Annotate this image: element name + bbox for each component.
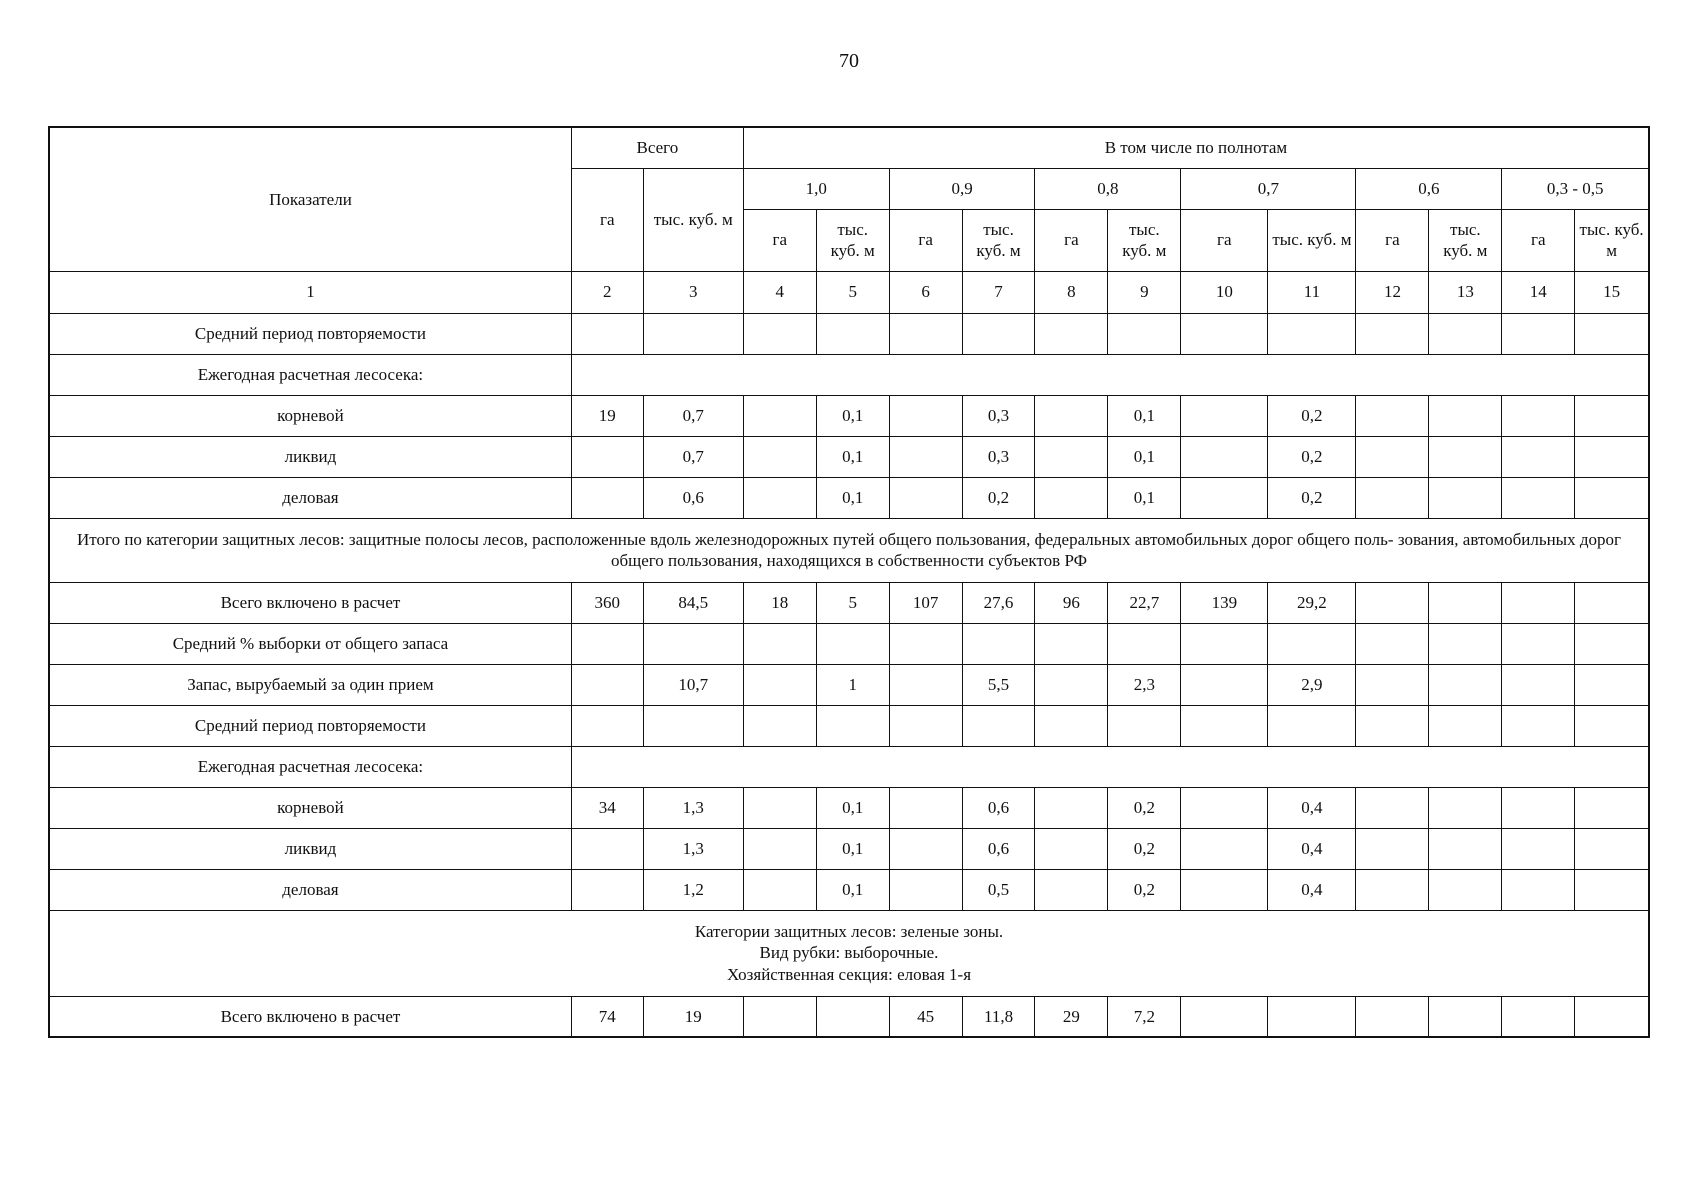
- table-cell: [1356, 313, 1429, 354]
- table-cell: [1502, 623, 1575, 664]
- table-cell: 0,1: [816, 477, 889, 518]
- section-heading-line: Категории защитных лесов: зеленые зоны.: [694, 922, 1004, 942]
- table-cell: [571, 313, 643, 354]
- table-cell: [1429, 582, 1502, 623]
- table-cell: [889, 787, 962, 828]
- forest-data-table: [48, 126, 1650, 1038]
- table-cell: [1502, 869, 1575, 910]
- row-label: Средний период повторяемости: [49, 313, 571, 354]
- table-cell: [743, 996, 816, 1037]
- header-total: Всего: [571, 127, 743, 168]
- table-cell: [1575, 623, 1649, 664]
- table-cell: [1268, 996, 1356, 1037]
- table-cell: 0,3: [962, 395, 1035, 436]
- table-cell: 45: [889, 996, 962, 1037]
- table-cell: [1268, 705, 1356, 746]
- table-cell: [1575, 436, 1649, 477]
- column-number: 5: [816, 271, 889, 313]
- row-label: деловая: [49, 477, 571, 518]
- table-cell: 1,3: [643, 828, 743, 869]
- table-cell: [889, 313, 962, 354]
- table-cell: [1429, 395, 1502, 436]
- table-row: [49, 623, 1649, 664]
- merged-empty-cell: [571, 354, 1649, 395]
- table-cell: 7,2: [1108, 996, 1181, 1037]
- column-number: 12: [1356, 271, 1429, 313]
- column-number: 14: [1502, 271, 1575, 313]
- column-number: 15: [1575, 271, 1649, 313]
- header-incl-by-density: В том числе по полнотам: [743, 127, 1649, 168]
- header-density-0-9: 0,9: [889, 168, 1035, 209]
- table-cell: [1035, 436, 1108, 477]
- header-unit-volume: тыс. куб. м: [962, 209, 1035, 271]
- table-cell: [1356, 582, 1429, 623]
- table-cell: 5,5: [962, 664, 1035, 705]
- table-cell: [1356, 436, 1429, 477]
- table-cell: 0,2: [1108, 869, 1181, 910]
- table-cell: [1429, 869, 1502, 910]
- table-cell: [816, 996, 889, 1037]
- table-cell: [1181, 313, 1268, 354]
- row-label: Ежегодная расчетная лесосека:: [49, 354, 571, 395]
- table-row: [49, 395, 1649, 436]
- table-cell: [1502, 996, 1575, 1037]
- section-heading: [49, 910, 1649, 996]
- table-cell: 0,1: [816, 869, 889, 910]
- table-cell: 0,7: [643, 436, 743, 477]
- table-cell: 0,1: [816, 787, 889, 828]
- table-cell: [1356, 623, 1429, 664]
- table-cell: [743, 705, 816, 746]
- table-cell: [1356, 395, 1429, 436]
- table-cell: [1575, 996, 1649, 1037]
- table-cell: 1,2: [643, 869, 743, 910]
- table-cell: [1356, 705, 1429, 746]
- table-cell: [1575, 705, 1649, 746]
- table-cell: 27,6: [962, 582, 1035, 623]
- table-cell: 0,6: [962, 787, 1035, 828]
- table-cell: [1502, 395, 1575, 436]
- table-cell: [1181, 705, 1268, 746]
- table-cell: 0,2: [1268, 436, 1356, 477]
- header-density-0-7: 0,7: [1181, 168, 1356, 209]
- table-cell: [1268, 313, 1356, 354]
- table-cell: 0,2: [1268, 477, 1356, 518]
- column-number: 2: [571, 271, 643, 313]
- table-cell: [1429, 996, 1502, 1037]
- table-cell: [743, 664, 816, 705]
- table-cell: [1356, 828, 1429, 869]
- table-cell: [1108, 623, 1181, 664]
- table-cell: 0,2: [1108, 828, 1181, 869]
- header-total-volume: тыс. куб. м: [643, 168, 743, 271]
- table-cell: [1035, 477, 1108, 518]
- row-label: Средний % выборки от общего запаса: [49, 623, 571, 664]
- row-label: корневой: [49, 395, 571, 436]
- table-cell: [1181, 787, 1268, 828]
- table-cell: [571, 436, 643, 477]
- table-cell: [1429, 787, 1502, 828]
- table-cell: 0,1: [1108, 395, 1181, 436]
- table-cell: [1502, 436, 1575, 477]
- table-cell: [1502, 313, 1575, 354]
- table-cell: 34: [571, 787, 643, 828]
- table-cell: 84,5: [643, 582, 743, 623]
- table-cell: 19: [571, 395, 643, 436]
- header-unit-volume: тыс. куб. м: [1108, 209, 1181, 271]
- column-number: 1: [49, 271, 571, 313]
- header-density-0-3-0-5: 0,3 - 0,5: [1502, 168, 1649, 209]
- table-row: [49, 828, 1649, 869]
- table-row: [49, 746, 1649, 787]
- table-cell: [889, 623, 962, 664]
- table-cell: [743, 787, 816, 828]
- row-label: деловая: [49, 869, 571, 910]
- table-row: [49, 582, 1649, 623]
- header-unit-volume: тыс. куб. м: [1575, 209, 1649, 271]
- table-cell: 0,1: [816, 436, 889, 477]
- table-cell: [1429, 313, 1502, 354]
- column-number: 8: [1035, 271, 1108, 313]
- table-cell: [1181, 996, 1268, 1037]
- table-cell: [889, 477, 962, 518]
- table-cell: 5: [816, 582, 889, 623]
- table-cell: 0,3: [962, 436, 1035, 477]
- table-cell: [1429, 828, 1502, 869]
- table-cell: 0,1: [816, 828, 889, 869]
- table-cell: [1575, 869, 1649, 910]
- table-cell: 0,6: [962, 828, 1035, 869]
- row-label: Средний период повторяемости: [49, 705, 571, 746]
- table-cell: 139: [1181, 582, 1268, 623]
- table-cell: [643, 705, 743, 746]
- table-cell: [1575, 582, 1649, 623]
- table-row: [49, 787, 1649, 828]
- table-cell: 19: [643, 996, 743, 1037]
- table-cell: [1181, 869, 1268, 910]
- table-cell: 0,5: [962, 869, 1035, 910]
- table-cell: [1035, 313, 1108, 354]
- table-cell: 0,2: [1268, 395, 1356, 436]
- column-number: 3: [643, 271, 743, 313]
- table-cell: [743, 869, 816, 910]
- table-cell: [1502, 705, 1575, 746]
- table-cell: [816, 623, 889, 664]
- table-cell: 0,2: [1108, 787, 1181, 828]
- table-cell: [1181, 828, 1268, 869]
- table-cell: [1502, 828, 1575, 869]
- table-cell: [1575, 787, 1649, 828]
- table-cell: 107: [889, 582, 962, 623]
- table-cell: [643, 313, 743, 354]
- table-cell: [1356, 787, 1429, 828]
- table-cell: [571, 664, 643, 705]
- table-cell: [743, 477, 816, 518]
- table-row: [49, 477, 1649, 518]
- table-cell: [1429, 623, 1502, 664]
- table-cell: [1035, 787, 1108, 828]
- table-cell: [1108, 705, 1181, 746]
- row-label: Всего включено в расчет: [49, 996, 571, 1037]
- table-cell: [1356, 664, 1429, 705]
- table-cell: [1575, 477, 1649, 518]
- table-row: [49, 664, 1649, 705]
- table-cell: 29: [1035, 996, 1108, 1037]
- table-cell: 2,3: [1108, 664, 1181, 705]
- row-label: Ежегодная расчетная лесосека:: [49, 746, 571, 787]
- table-cell: [743, 623, 816, 664]
- table-cell: [1268, 623, 1356, 664]
- table-cell: 22,7: [1108, 582, 1181, 623]
- table-cell: 0,7: [643, 395, 743, 436]
- table-cell: [889, 436, 962, 477]
- table-cell: [571, 705, 643, 746]
- table-row: [49, 910, 1649, 996]
- table-cell: [1356, 869, 1429, 910]
- section-heading-line: Вид рубки: выборочные.: [759, 943, 939, 963]
- header-unit-ha: га: [1181, 209, 1268, 271]
- header-density-0-6: 0,6: [1356, 168, 1502, 209]
- table-cell: 0,1: [1108, 436, 1181, 477]
- header-unit-ha: га: [1502, 209, 1575, 271]
- table-cell: [1429, 477, 1502, 518]
- table-cell: [1429, 664, 1502, 705]
- table-cell: [1181, 395, 1268, 436]
- row-label: Запас, вырубаемый за один прием: [49, 664, 571, 705]
- table-cell: [743, 313, 816, 354]
- table-cell: [889, 828, 962, 869]
- table-cell: [962, 623, 1035, 664]
- section-heading: Итого по категории защитных лесов: защитные полосы лесов, расположенные вдоль железнодорожных путей общего пользования, федеральных автомобильных дорог общего поль- зования, автомобильных дорог общего пользования, находящихся в собственности субъектов РФ: [49, 518, 1649, 582]
- table-row: [49, 354, 1649, 395]
- table-cell: [1181, 436, 1268, 477]
- table-cell: 11,8: [962, 996, 1035, 1037]
- table-cell: [1575, 664, 1649, 705]
- table-cell: [816, 313, 889, 354]
- table-cell: [1035, 869, 1108, 910]
- table-cell: 1,3: [643, 787, 743, 828]
- table-cell: [816, 705, 889, 746]
- table-cell: 0,1: [1108, 477, 1181, 518]
- column-number: 13: [1429, 271, 1502, 313]
- header-unit-ha: га: [1035, 209, 1108, 271]
- section-heading-line: Хозяйственная секция: еловая 1-я: [726, 964, 972, 984]
- table-cell: [743, 828, 816, 869]
- header-unit-volume: тыс. куб. м: [1268, 209, 1356, 271]
- table-cell: 29,2: [1268, 582, 1356, 623]
- table-cell: [1035, 395, 1108, 436]
- header-unit-ha: га: [1356, 209, 1429, 271]
- table-cell: 0,6: [643, 477, 743, 518]
- table-cell: [1429, 705, 1502, 746]
- table-cell: [1502, 582, 1575, 623]
- table-row: [49, 869, 1649, 910]
- column-number: 9: [1108, 271, 1181, 313]
- table-cell: 10,7: [643, 664, 743, 705]
- header-unit-volume: тыс. куб. м: [816, 209, 889, 271]
- header-indicators: Показатели: [49, 127, 571, 271]
- table-cell: 360: [571, 582, 643, 623]
- table-cell: [643, 623, 743, 664]
- table-cell: [1181, 623, 1268, 664]
- column-number: 10: [1181, 271, 1268, 313]
- header-unit-volume: тыс. куб. м: [1429, 209, 1502, 271]
- header-density-1-0: 1,0: [743, 168, 889, 209]
- table-cell: 74: [571, 996, 643, 1037]
- table-cell: 0,4: [1268, 828, 1356, 869]
- table-row: [49, 313, 1649, 354]
- table-cell: [1356, 996, 1429, 1037]
- table-cell: [571, 869, 643, 910]
- column-number: 7: [962, 271, 1035, 313]
- table-cell: [962, 313, 1035, 354]
- row-label: Всего включено в расчет: [49, 582, 571, 623]
- table-cell: [1181, 477, 1268, 518]
- table-cell: 96: [1035, 582, 1108, 623]
- page-number: 70: [839, 50, 859, 72]
- table-cell: [1035, 623, 1108, 664]
- table-cell: [1502, 787, 1575, 828]
- header-unit-ha: га: [889, 209, 962, 271]
- table-row: [49, 996, 1649, 1037]
- table-cell: [1181, 664, 1268, 705]
- table-cell: [889, 664, 962, 705]
- table-cell: 0,4: [1268, 787, 1356, 828]
- column-number: 6: [889, 271, 962, 313]
- table-cell: [889, 869, 962, 910]
- column-number: 4: [743, 271, 816, 313]
- table-cell: [1575, 395, 1649, 436]
- table-cell: [1108, 313, 1181, 354]
- column-number: 11: [1268, 271, 1356, 313]
- table-cell: [889, 395, 962, 436]
- table-cell: 18: [743, 582, 816, 623]
- table-cell: [571, 828, 643, 869]
- table-cell: [1035, 828, 1108, 869]
- table-cell: [743, 436, 816, 477]
- table-row: [49, 436, 1649, 477]
- header-density-0-8: 0,8: [1035, 168, 1181, 209]
- table-cell: [571, 477, 643, 518]
- table-cell: [1035, 705, 1108, 746]
- table-cell: [743, 395, 816, 436]
- table-cell: 1: [816, 664, 889, 705]
- table-cell: 0,1: [816, 395, 889, 436]
- table-cell: [1575, 313, 1649, 354]
- table-cell: 0,4: [1268, 869, 1356, 910]
- table-cell: [1035, 664, 1108, 705]
- table-cell: [962, 705, 1035, 746]
- table-cell: [1575, 828, 1649, 869]
- header-unit-ha: га: [743, 209, 816, 271]
- table-cell: [571, 623, 643, 664]
- header-total-ha: га: [571, 168, 643, 271]
- table-cell: [889, 705, 962, 746]
- table-cell: [1502, 664, 1575, 705]
- merged-empty-cell: [571, 746, 1649, 787]
- table-cell: [1429, 436, 1502, 477]
- table-row: [49, 705, 1649, 746]
- row-label: ликвид: [49, 828, 571, 869]
- row-label: корневой: [49, 787, 571, 828]
- table-cell: 0,2: [962, 477, 1035, 518]
- table-cell: [1502, 477, 1575, 518]
- table-row: [49, 518, 1649, 582]
- table-cell: [1356, 477, 1429, 518]
- row-label: ликвид: [49, 436, 571, 477]
- table-cell: 2,9: [1268, 664, 1356, 705]
